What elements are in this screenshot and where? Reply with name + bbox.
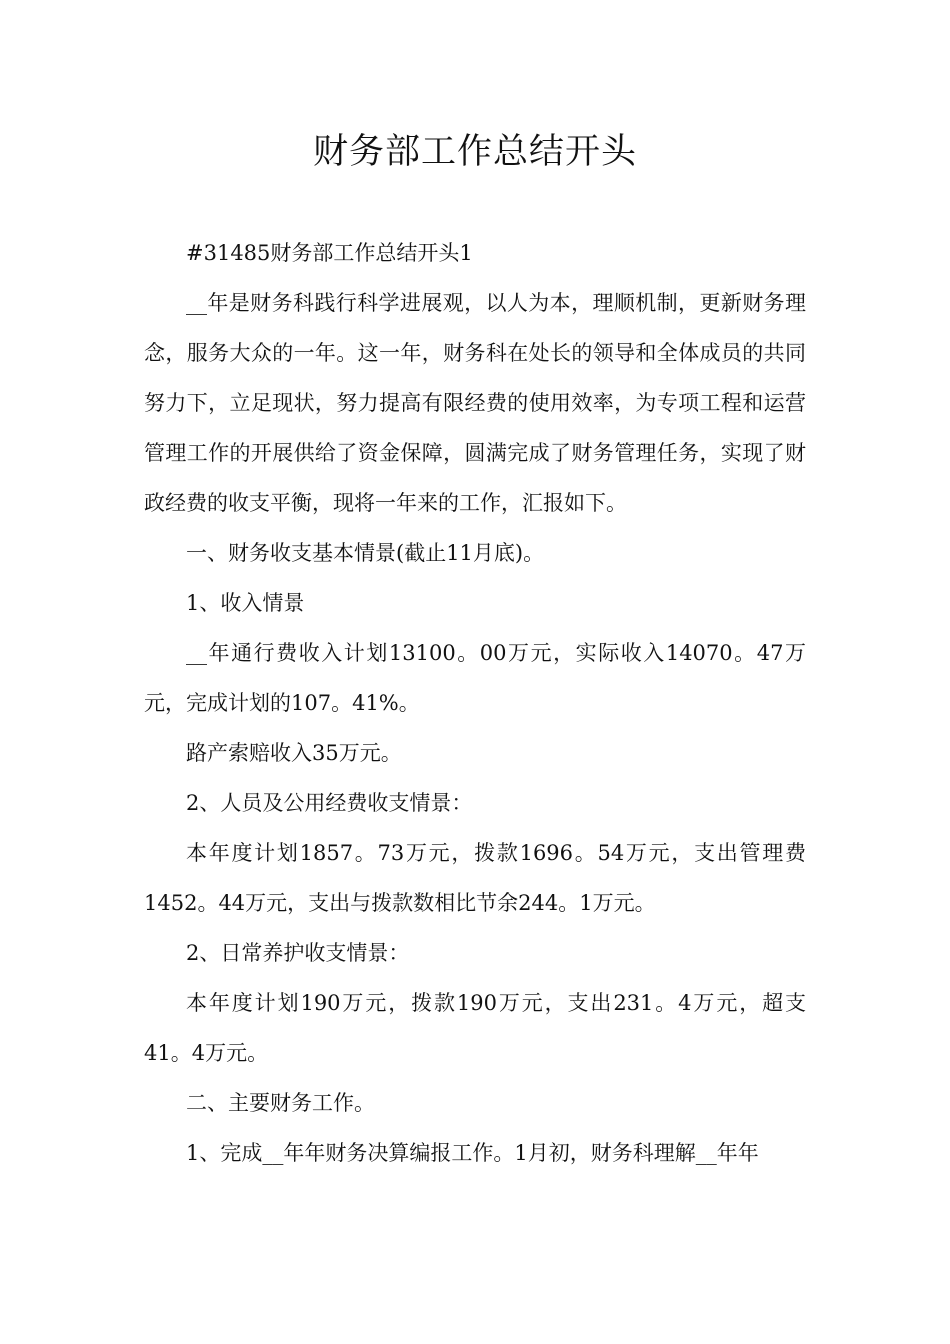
- page-title: 财务部工作总结开头: [312, 132, 637, 172]
- paragraph-personnel-expenses: 本年度计划1857。73万元，拨款1696。54万元，支出管理费1452。44万元，支出与拨款数相比节余244。1万元。: [144, 841, 806, 915]
- section-heading-1: 一、财务收支基本情景(截止11月底)。: [186, 541, 545, 565]
- subheading-maintenance: 2、日常养护收支情景：: [186, 941, 410, 965]
- subheading-personnel-expenses: 2、人员及公用经费收支情景：: [186, 791, 473, 815]
- section-heading-2: 二、主要财务工作。: [186, 1091, 375, 1115]
- paragraph-heading-ref: #31485财务部工作总结开头1: [186, 241, 473, 265]
- paragraph-intro: __年是财务科践行科学进展观，以人为本，理顺机制，更新财务理念，服务大众的一年。这一年，财务科在处长的领导和全体成员的共同努力下，立足现状，努力提高有限经费的使用效率，为专项工程和运营管理工作的开展供给了资金保障，圆满完成了财务管理任务，实现了财政经费的收支平衡，现将一年来的工作，汇报如下。: [144, 291, 806, 515]
- paragraph-maintenance: 本年度计划190万元，拨款190万元，支出231。4万元，超支41。4万元。: [144, 991, 806, 1065]
- subheading-income: 1、收入情景: [186, 591, 305, 615]
- document-body: [144, 228, 806, 1178]
- paragraph-final-accounts: 1、完成__年年财务决算编报工作。1月初，财务科理解__年年: [186, 1141, 759, 1165]
- paragraph-road-claims: 路产索赔收入35万元。: [186, 741, 402, 765]
- paragraph-toll-income: __年通行费收入计划13100。00万元，实际收入14070。47万元，完成计划的107。41%。: [144, 641, 806, 715]
